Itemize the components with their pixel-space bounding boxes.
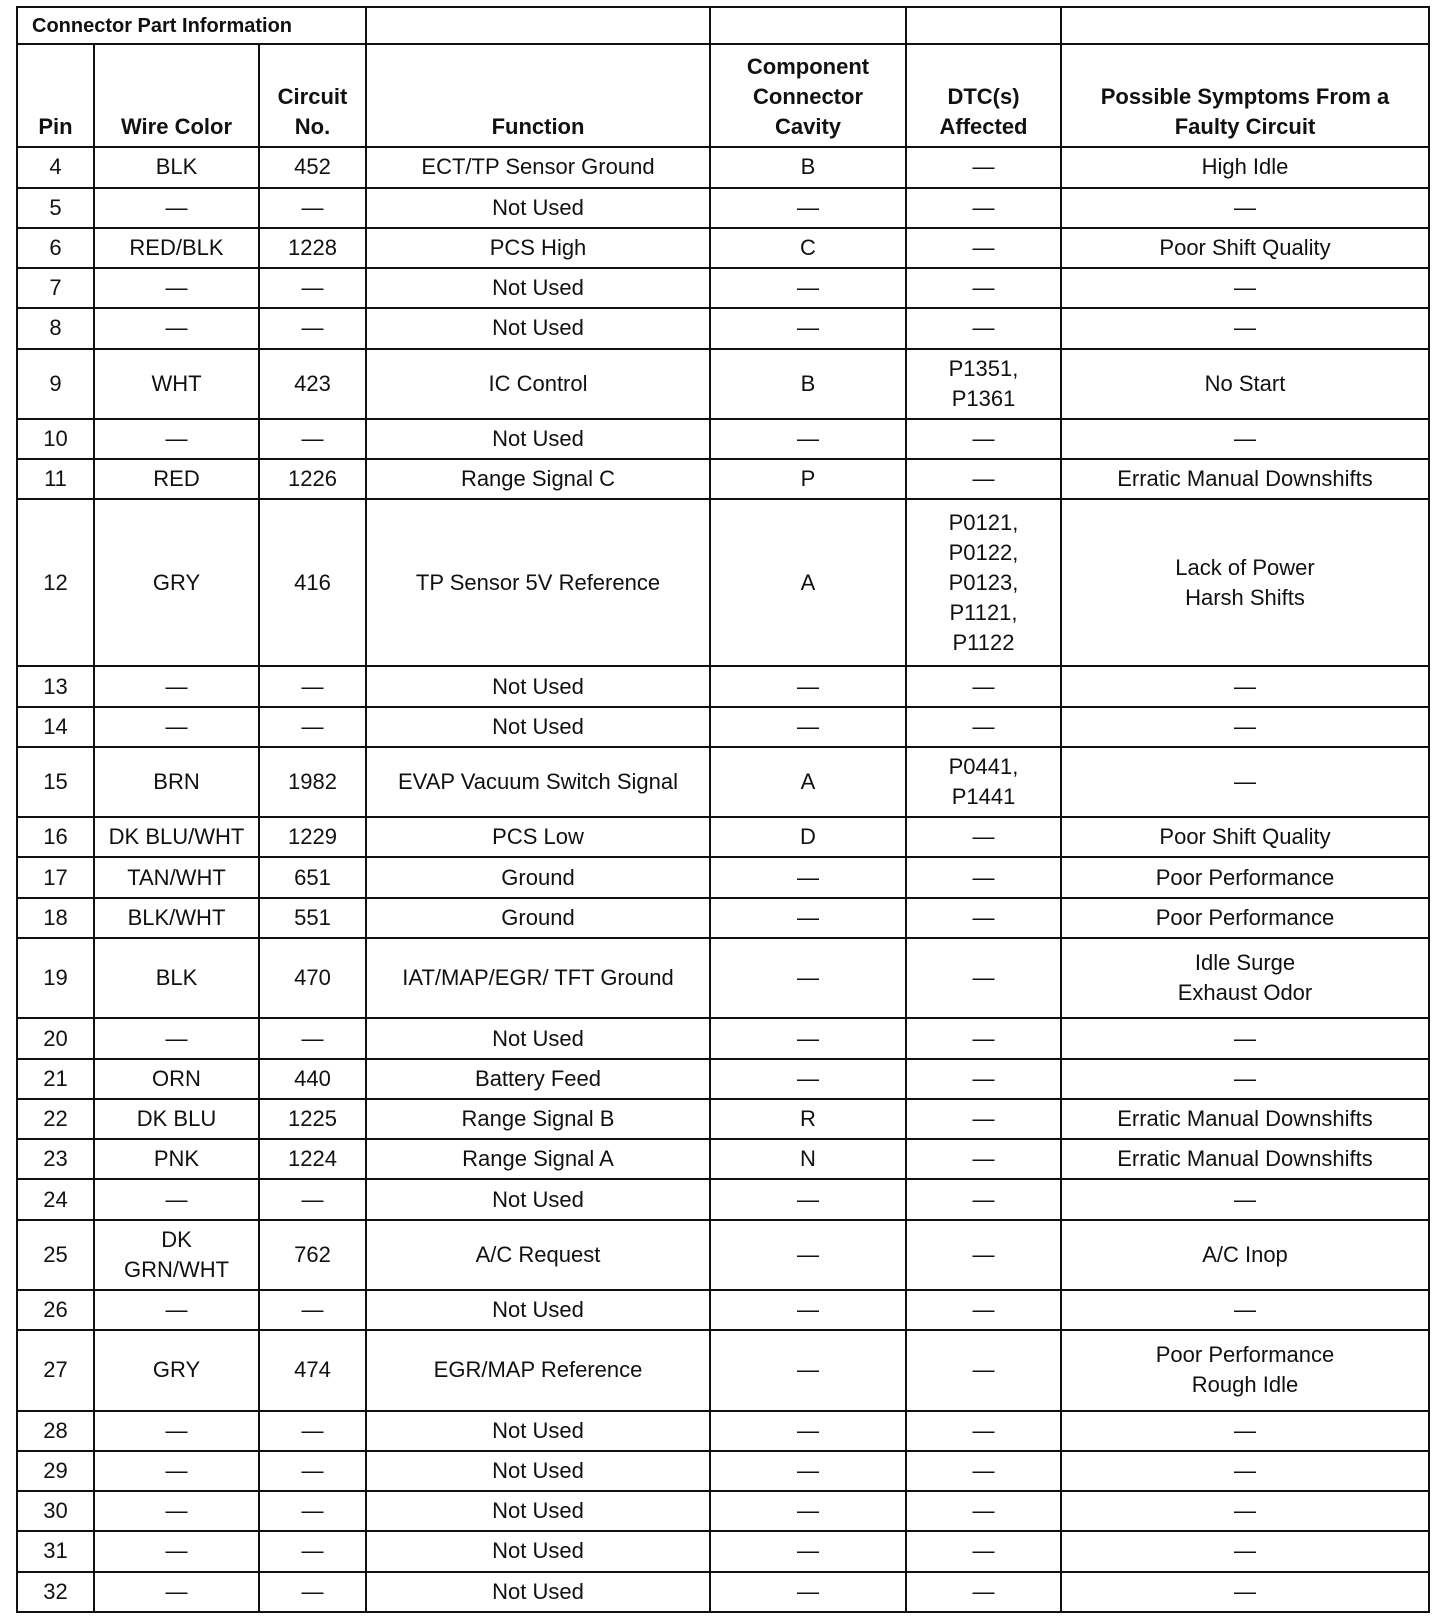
dtc-cell: — bbox=[906, 817, 1061, 857]
col-header-cavity: Component Connector Cavity bbox=[710, 44, 906, 147]
table-row bbox=[17, 938, 1429, 1019]
dtc-cell: — bbox=[906, 419, 1061, 459]
pin-cell: 4 bbox=[17, 147, 94, 187]
table-row bbox=[17, 1290, 1429, 1330]
symptom-cell: — bbox=[1061, 268, 1429, 308]
function-cell: Not Used bbox=[366, 666, 710, 706]
table-row bbox=[17, 817, 1429, 857]
symptom-cell: — bbox=[1061, 707, 1429, 747]
table-row bbox=[17, 1139, 1429, 1179]
cavity-cell: — bbox=[710, 308, 906, 348]
wire-color-cell: RED/BLK bbox=[94, 228, 259, 268]
pin-cell: 30 bbox=[17, 1491, 94, 1531]
function-cell: Not Used bbox=[366, 419, 710, 459]
symptom-cell: A/C Inop bbox=[1061, 1220, 1429, 1290]
circuit-no-cell: — bbox=[259, 419, 366, 459]
circuit-no-cell: — bbox=[259, 707, 366, 747]
table-row bbox=[17, 1491, 1429, 1531]
symptom-cell: — bbox=[1061, 666, 1429, 706]
cavity-cell: P bbox=[710, 459, 906, 499]
function-cell: Not Used bbox=[366, 1411, 710, 1451]
function-cell: Not Used bbox=[366, 188, 710, 228]
cavity-cell: A bbox=[710, 499, 906, 666]
symptom-cell: Erratic Manual Downshifts bbox=[1061, 459, 1429, 499]
function-cell: Range Signal C bbox=[366, 459, 710, 499]
circuit-no-cell: 452 bbox=[259, 147, 366, 187]
symptom-cell: — bbox=[1061, 1451, 1429, 1491]
symptom-cell: Poor Shift Quality bbox=[1061, 228, 1429, 268]
wire-color-cell: BLK/WHT bbox=[94, 898, 259, 938]
function-cell: Ground bbox=[366, 898, 710, 938]
cavity-cell: — bbox=[710, 188, 906, 228]
wire-color-cell: — bbox=[94, 268, 259, 308]
pin-cell: 11 bbox=[17, 459, 94, 499]
circuit-no-cell: 551 bbox=[259, 898, 366, 938]
col-header-symptoms: Possible Symptoms From a Faulty Circuit bbox=[1061, 44, 1429, 147]
dtc-cell: — bbox=[906, 898, 1061, 938]
dtc-cell: — bbox=[906, 1531, 1061, 1571]
wire-color-cell: — bbox=[94, 1018, 259, 1058]
wire-color-cell: — bbox=[94, 1451, 259, 1491]
wire-color-cell: BRN bbox=[94, 747, 259, 817]
circuit-no-cell: 1228 bbox=[259, 228, 366, 268]
cavity-cell: — bbox=[710, 1330, 906, 1411]
cavity-cell: — bbox=[710, 1411, 906, 1451]
cavity-cell: — bbox=[710, 1179, 906, 1219]
wire-color-cell: TAN/WHT bbox=[94, 857, 259, 897]
circuit-no-cell: 474 bbox=[259, 1330, 366, 1411]
table-row bbox=[17, 1330, 1429, 1411]
symptom-cell: — bbox=[1061, 1572, 1429, 1612]
circuit-no-cell: — bbox=[259, 1411, 366, 1451]
header-blank-cell bbox=[710, 7, 906, 44]
table-row bbox=[17, 898, 1429, 938]
pin-cell: 10 bbox=[17, 419, 94, 459]
cavity-cell: — bbox=[710, 268, 906, 308]
circuit-no-cell: — bbox=[259, 1290, 366, 1330]
col-header-circuit-no: Circuit No. bbox=[259, 44, 366, 147]
cavity-cell: — bbox=[710, 1491, 906, 1531]
function-cell: Not Used bbox=[366, 1179, 710, 1219]
dtc-cell: — bbox=[906, 1059, 1061, 1099]
column-header-row bbox=[17, 44, 1429, 147]
function-cell: IC Control bbox=[366, 349, 710, 419]
circuit-no-cell: 1982 bbox=[259, 747, 366, 817]
wire-color-cell: DK GRN/WHT bbox=[94, 1220, 259, 1290]
pin-cell: 22 bbox=[17, 1099, 94, 1139]
pin-cell: 7 bbox=[17, 268, 94, 308]
col-header-function: Function bbox=[366, 44, 710, 147]
table-row bbox=[17, 1451, 1429, 1491]
cavity-cell: C bbox=[710, 228, 906, 268]
wire-color-cell: — bbox=[94, 1531, 259, 1571]
table-title-row bbox=[17, 7, 1429, 44]
function-cell: PCS High bbox=[366, 228, 710, 268]
circuit-no-cell: 1225 bbox=[259, 1099, 366, 1139]
cavity-cell: — bbox=[710, 1290, 906, 1330]
table-row bbox=[17, 1411, 1429, 1451]
pin-cell: 32 bbox=[17, 1572, 94, 1612]
cavity-cell: — bbox=[710, 938, 906, 1019]
circuit-no-cell: 470 bbox=[259, 938, 366, 1019]
pin-cell: 24 bbox=[17, 1179, 94, 1219]
wire-color-cell: — bbox=[94, 1179, 259, 1219]
dtc-cell: P1351, P1361 bbox=[906, 349, 1061, 419]
table-row bbox=[17, 1572, 1429, 1612]
pin-cell: 21 bbox=[17, 1059, 94, 1099]
table-row bbox=[17, 499, 1429, 666]
circuit-no-cell: 416 bbox=[259, 499, 366, 666]
circuit-no-cell: — bbox=[259, 666, 366, 706]
symptom-cell: — bbox=[1061, 1531, 1429, 1571]
cavity-cell: — bbox=[710, 666, 906, 706]
dtc-cell: — bbox=[906, 1572, 1061, 1612]
function-cell: PCS Low bbox=[366, 817, 710, 857]
wire-color-cell: — bbox=[94, 1491, 259, 1531]
function-cell: A/C Request bbox=[366, 1220, 710, 1290]
table-row bbox=[17, 1220, 1429, 1290]
connector-table bbox=[16, 6, 1430, 1613]
table-row bbox=[17, 419, 1429, 459]
wire-color-cell: ORN bbox=[94, 1059, 259, 1099]
function-cell: Not Used bbox=[366, 268, 710, 308]
table-row bbox=[17, 228, 1429, 268]
pin-cell: 19 bbox=[17, 938, 94, 1019]
wire-color-cell: WHT bbox=[94, 349, 259, 419]
symptom-cell: Lack of Power Harsh Shifts bbox=[1061, 499, 1429, 666]
wire-color-cell: — bbox=[94, 419, 259, 459]
table-row bbox=[17, 268, 1429, 308]
dtc-cell: — bbox=[906, 1018, 1061, 1058]
cavity-cell: — bbox=[710, 1531, 906, 1571]
symptom-cell: High Idle bbox=[1061, 147, 1429, 187]
pin-cell: 29 bbox=[17, 1451, 94, 1491]
table-row bbox=[17, 1179, 1429, 1219]
wire-color-cell: — bbox=[94, 1290, 259, 1330]
function-cell: Not Used bbox=[366, 1451, 710, 1491]
cavity-cell: — bbox=[710, 1220, 906, 1290]
circuit-no-cell: — bbox=[259, 308, 366, 348]
circuit-no-cell: 423 bbox=[259, 349, 366, 419]
dtc-cell: — bbox=[906, 1491, 1061, 1531]
col-header-dtcs: DTC(s) Affected bbox=[906, 44, 1061, 147]
symptom-cell: — bbox=[1061, 1059, 1429, 1099]
cavity-cell: — bbox=[710, 1018, 906, 1058]
header-blank-cell bbox=[1061, 7, 1429, 44]
symptom-cell: Idle Surge Exhaust Odor bbox=[1061, 938, 1429, 1019]
dtc-cell: — bbox=[906, 1139, 1061, 1179]
pin-cell: 13 bbox=[17, 666, 94, 706]
function-cell: Not Used bbox=[366, 1572, 710, 1612]
pin-cell: 28 bbox=[17, 1411, 94, 1451]
function-cell: Not Used bbox=[366, 1491, 710, 1531]
dtc-cell: — bbox=[906, 1220, 1061, 1290]
wire-color-cell: — bbox=[94, 188, 259, 228]
circuit-no-cell: — bbox=[259, 268, 366, 308]
symptom-cell: Poor Performance bbox=[1061, 898, 1429, 938]
symptom-cell: — bbox=[1061, 1179, 1429, 1219]
wire-color-cell: — bbox=[94, 666, 259, 706]
table-title: Connector Part Information bbox=[17, 7, 366, 44]
wire-color-cell: — bbox=[94, 707, 259, 747]
pin-cell: 8 bbox=[17, 308, 94, 348]
function-cell: TP Sensor 5V Reference bbox=[366, 499, 710, 666]
cavity-cell: — bbox=[710, 857, 906, 897]
cavity-cell: N bbox=[710, 1139, 906, 1179]
function-cell: EVAP Vacuum Switch Signal bbox=[366, 747, 710, 817]
dtc-cell: — bbox=[906, 268, 1061, 308]
cavity-cell: D bbox=[710, 817, 906, 857]
circuit-no-cell: 651 bbox=[259, 857, 366, 897]
table-row bbox=[17, 147, 1429, 187]
table-row bbox=[17, 459, 1429, 499]
col-header-wire-color: Wire Color bbox=[94, 44, 259, 147]
pin-cell: 14 bbox=[17, 707, 94, 747]
pin-cell: 31 bbox=[17, 1531, 94, 1571]
function-cell: Battery Feed bbox=[366, 1059, 710, 1099]
circuit-no-cell: 762 bbox=[259, 1220, 366, 1290]
table-row bbox=[17, 188, 1429, 228]
function-cell: IAT/MAP/EGR/ TFT Ground bbox=[366, 938, 710, 1019]
function-cell: Not Used bbox=[366, 1531, 710, 1571]
dtc-cell: — bbox=[906, 1099, 1061, 1139]
circuit-no-cell: 1229 bbox=[259, 817, 366, 857]
table-row bbox=[17, 1018, 1429, 1058]
wire-color-cell: — bbox=[94, 1411, 259, 1451]
wire-color-cell: PNK bbox=[94, 1139, 259, 1179]
symptom-cell: Erratic Manual Downshifts bbox=[1061, 1099, 1429, 1139]
dtc-cell: — bbox=[906, 188, 1061, 228]
col-header-pin: Pin bbox=[17, 44, 94, 147]
dtc-cell: — bbox=[906, 707, 1061, 747]
dtc-cell: — bbox=[906, 1411, 1061, 1451]
wire-color-cell: — bbox=[94, 308, 259, 348]
cavity-cell: — bbox=[710, 419, 906, 459]
circuit-no-cell: — bbox=[259, 1179, 366, 1219]
dtc-cell: — bbox=[906, 666, 1061, 706]
cavity-cell: — bbox=[710, 707, 906, 747]
dtc-cell: — bbox=[906, 308, 1061, 348]
symptom-cell: — bbox=[1061, 419, 1429, 459]
pin-cell: 5 bbox=[17, 188, 94, 228]
table-row bbox=[17, 1531, 1429, 1571]
wire-color-cell: RED bbox=[94, 459, 259, 499]
pin-cell: 9 bbox=[17, 349, 94, 419]
symptom-cell: — bbox=[1061, 1018, 1429, 1058]
cavity-cell: — bbox=[710, 1451, 906, 1491]
function-cell: Not Used bbox=[366, 707, 710, 747]
symptom-cell: Erratic Manual Downshifts bbox=[1061, 1139, 1429, 1179]
circuit-no-cell: 440 bbox=[259, 1059, 366, 1099]
cavity-cell: B bbox=[710, 349, 906, 419]
dtc-cell: — bbox=[906, 228, 1061, 268]
table-row bbox=[17, 1099, 1429, 1139]
table-row bbox=[17, 707, 1429, 747]
wire-color-cell: GRY bbox=[94, 1330, 259, 1411]
table-row bbox=[17, 349, 1429, 419]
pin-cell: 27 bbox=[17, 1330, 94, 1411]
function-cell: Range Signal A bbox=[366, 1139, 710, 1179]
circuit-no-cell: — bbox=[259, 1491, 366, 1531]
dtc-cell: — bbox=[906, 857, 1061, 897]
symptom-cell: — bbox=[1061, 1411, 1429, 1451]
function-cell: Ground bbox=[366, 857, 710, 897]
symptom-cell: — bbox=[1061, 747, 1429, 817]
function-cell: ECT/TP Sensor Ground bbox=[366, 147, 710, 187]
header-blank-cell bbox=[366, 7, 710, 44]
wire-color-cell: DK BLU bbox=[94, 1099, 259, 1139]
pin-cell: 17 bbox=[17, 857, 94, 897]
table-row bbox=[17, 308, 1429, 348]
symptom-cell: — bbox=[1061, 308, 1429, 348]
symptom-cell: — bbox=[1061, 188, 1429, 228]
table-row bbox=[17, 857, 1429, 897]
cavity-cell: A bbox=[710, 747, 906, 817]
pin-cell: 16 bbox=[17, 817, 94, 857]
dtc-cell: — bbox=[906, 938, 1061, 1019]
cavity-cell: B bbox=[710, 147, 906, 187]
circuit-no-cell: — bbox=[259, 1531, 366, 1571]
dtc-cell: — bbox=[906, 459, 1061, 499]
symptom-cell: No Start bbox=[1061, 349, 1429, 419]
wire-color-cell: BLK bbox=[94, 938, 259, 1019]
function-cell: Not Used bbox=[366, 308, 710, 348]
symptom-cell: Poor Shift Quality bbox=[1061, 817, 1429, 857]
pin-cell: 12 bbox=[17, 499, 94, 666]
pin-cell: 18 bbox=[17, 898, 94, 938]
symptom-cell: Poor Performance Rough Idle bbox=[1061, 1330, 1429, 1411]
symptom-cell: — bbox=[1061, 1491, 1429, 1531]
pin-cell: 26 bbox=[17, 1290, 94, 1330]
table-row bbox=[17, 747, 1429, 817]
wire-color-cell: BLK bbox=[94, 147, 259, 187]
function-cell: Not Used bbox=[366, 1290, 710, 1330]
circuit-no-cell: — bbox=[259, 1572, 366, 1612]
circuit-no-cell: 1226 bbox=[259, 459, 366, 499]
circuit-no-cell: 1224 bbox=[259, 1139, 366, 1179]
table-row bbox=[17, 666, 1429, 706]
symptom-cell: — bbox=[1061, 1290, 1429, 1330]
dtc-cell: — bbox=[906, 1179, 1061, 1219]
dtc-cell: — bbox=[906, 1330, 1061, 1411]
cavity-cell: — bbox=[710, 1572, 906, 1612]
symptom-cell: Poor Performance bbox=[1061, 857, 1429, 897]
pin-cell: 20 bbox=[17, 1018, 94, 1058]
header-blank-cell bbox=[906, 7, 1061, 44]
pin-cell: 6 bbox=[17, 228, 94, 268]
wire-color-cell: — bbox=[94, 1572, 259, 1612]
circuit-no-cell: — bbox=[259, 1018, 366, 1058]
circuit-no-cell: — bbox=[259, 1451, 366, 1491]
cavity-cell: — bbox=[710, 898, 906, 938]
table-row bbox=[17, 1059, 1429, 1099]
pin-cell: 15 bbox=[17, 747, 94, 817]
pin-cell: 23 bbox=[17, 1139, 94, 1179]
dtc-cell: — bbox=[906, 1290, 1061, 1330]
dtc-cell: — bbox=[906, 147, 1061, 187]
cavity-cell: — bbox=[710, 1059, 906, 1099]
dtc-cell: — bbox=[906, 1451, 1061, 1491]
wire-color-cell: DK BLU/WHT bbox=[94, 817, 259, 857]
dtc-cell: P0441, P1441 bbox=[906, 747, 1061, 817]
pin-cell: 25 bbox=[17, 1220, 94, 1290]
dtc-cell: P0121, P0122, P0123, P1121, P1122 bbox=[906, 499, 1061, 666]
function-cell: Not Used bbox=[366, 1018, 710, 1058]
function-cell: Range Signal B bbox=[366, 1099, 710, 1139]
wire-color-cell: GRY bbox=[94, 499, 259, 666]
function-cell: EGR/MAP Reference bbox=[366, 1330, 710, 1411]
circuit-no-cell: — bbox=[259, 188, 366, 228]
cavity-cell: R bbox=[710, 1099, 906, 1139]
